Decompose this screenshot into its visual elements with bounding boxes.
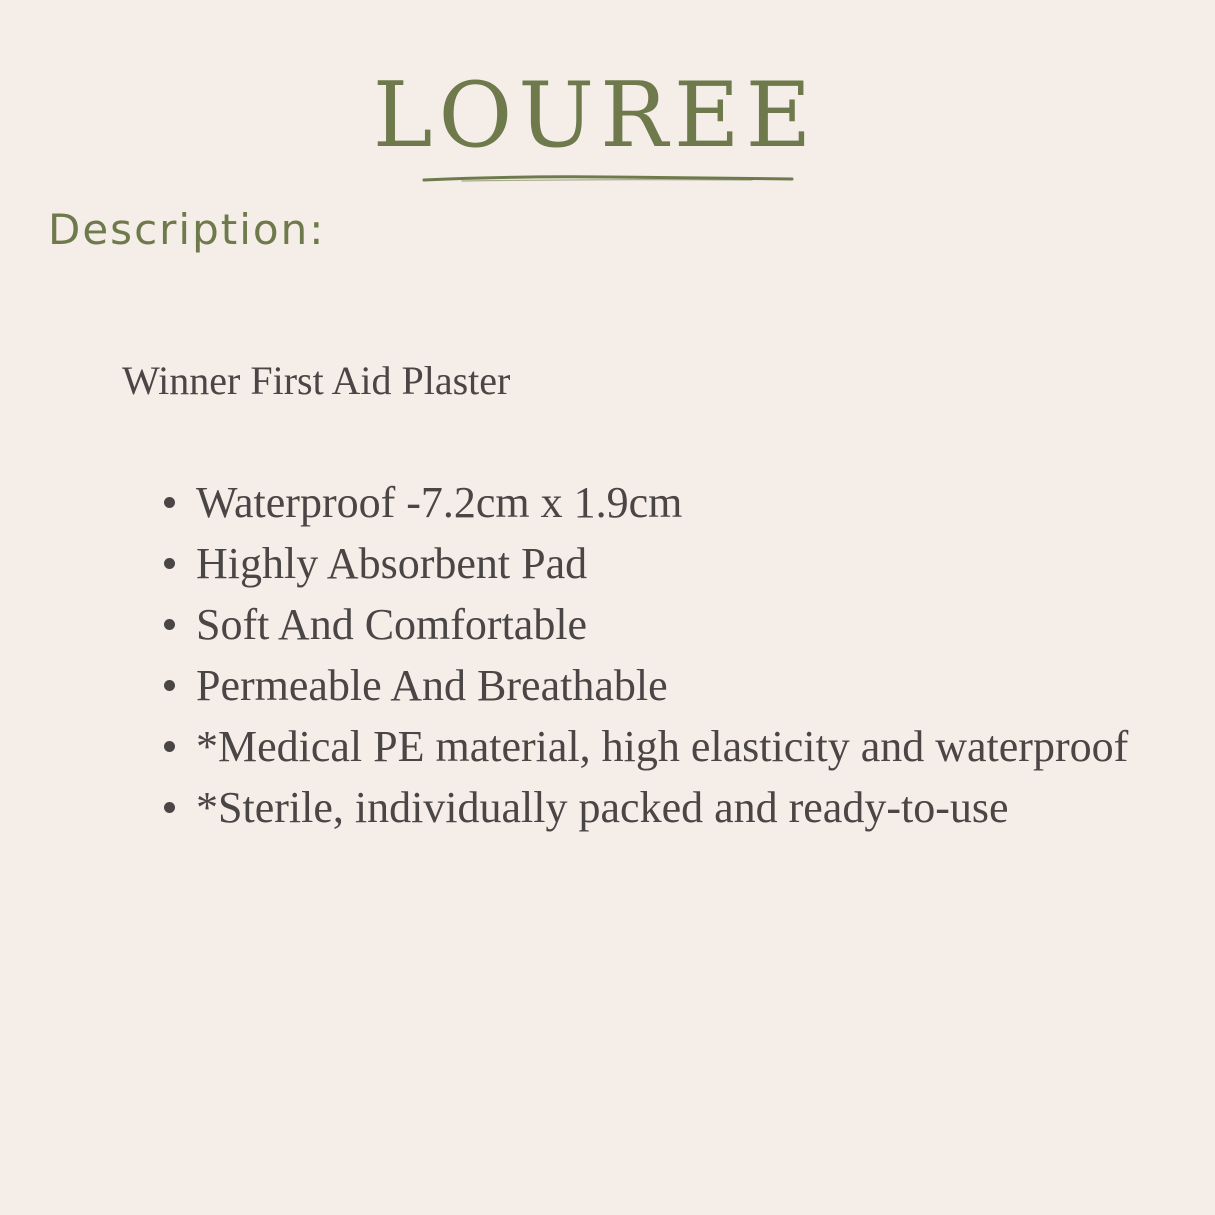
bullet-dot-icon (164, 619, 175, 630)
feature-text: Soft And Comfortable (196, 600, 588, 649)
feature-item (158, 533, 1158, 594)
feature-text: Highly Absorbent Pad (196, 539, 588, 588)
bullet-dot-icon (164, 802, 175, 813)
feature-item (158, 777, 1158, 838)
feature-item (158, 655, 1158, 716)
feature-text: Permeable And Breathable (196, 661, 668, 710)
bullet-dot-icon (164, 680, 175, 691)
feature-text: Waterproof -7.2cm x 1.9cm (196, 478, 683, 527)
brand-logo: LOUREE (372, 63, 818, 168)
feature-item (158, 716, 1158, 777)
bullet-dot-icon (164, 741, 175, 752)
feature-item (158, 594, 1158, 655)
bullet-dot-icon (164, 497, 175, 508)
brand-underline-stroke (422, 172, 794, 186)
feature-text: *Medical PE material, high elasticity and waterproof (196, 722, 1129, 771)
feature-list (158, 472, 1158, 838)
bullet-dot-icon (164, 558, 175, 569)
section-heading: Description: (48, 205, 326, 254)
feature-item (158, 472, 1158, 533)
feature-text: *Sterile, individually packed and ready-to-use (196, 783, 1009, 832)
product-name: Winner First Aid Plaster (122, 358, 511, 403)
